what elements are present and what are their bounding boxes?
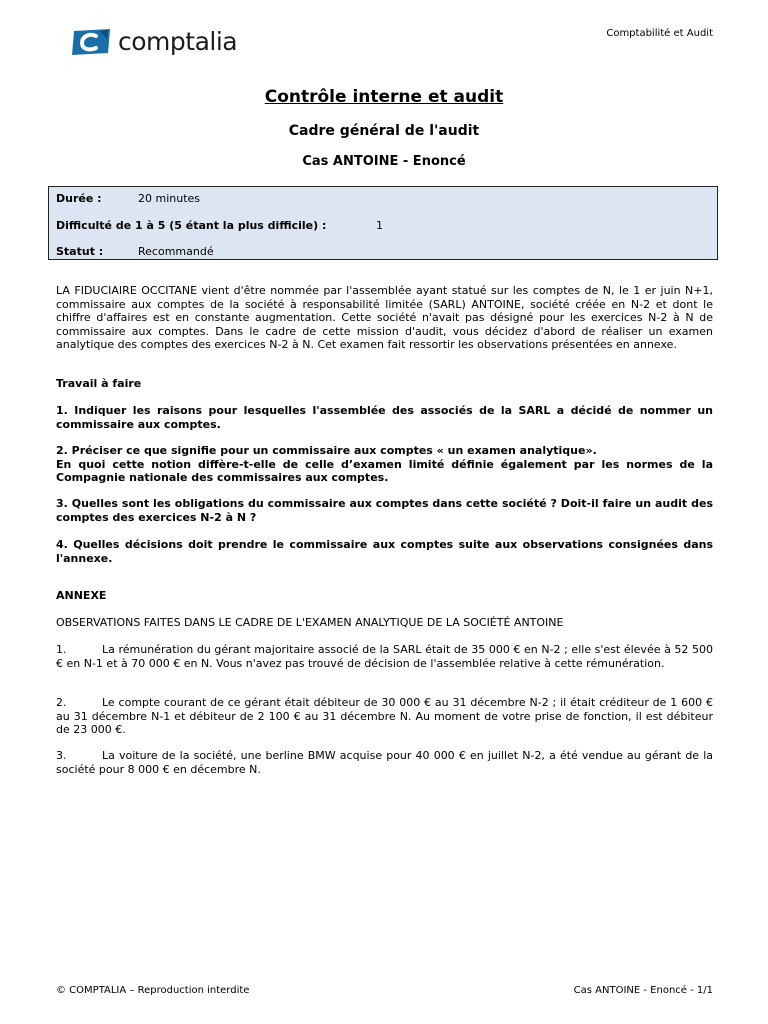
duration-value: 20 minutes xyxy=(138,192,201,205)
question-2-line-1: 2. Préciser ce que signifie pour un commissaire aux comptes « un examen analytique». xyxy=(56,444,597,457)
observation-3 xyxy=(56,749,713,776)
status-value: Recommandé xyxy=(138,245,214,258)
observation-1-number: 1. xyxy=(56,643,67,656)
observation-1-text: La rémunération du gérant majoritaire associé de la SARL était de 35 000 € en N-2 ; elle s'est élevée à 52 500 € en N-1 et à 70 000 € en N. Vous n'avez pas trouvé de décision de l'assemblée relative à cette rémunération. xyxy=(56,643,713,670)
status-label: Statut : xyxy=(56,245,104,258)
question-4: 4. Quelles décisions doit prendre le commissaire aux comptes suite aux observations consignées dans l'annexe. xyxy=(56,538,713,565)
page-title: Contrôle interne et audit xyxy=(264,87,504,107)
difficulty-label: Difficulté de 1 à 5 (5 étant la plus difficile) : xyxy=(56,219,327,232)
question-3: 3. Quelles sont les obligations du commissaire aux comptes dans cette société ? Doit-il faire un audit des comptes des exercices N-2 à N ? xyxy=(56,497,713,524)
comptalia-logo xyxy=(70,27,237,57)
intro-paragraph: LA FIDUCIAIRE OCCITANE vient d'être nommée par l'assemblée ayant statué sur les comptes de N, le 1 er juin N+1, commissaire aux comptes de la société à responsabilité limitée (SARL) ANTOINE, société créée en N-2 et dont le chiffre d'affaires est en constante augmentation. Cette société n'avait pas désigné pour les exercices N-2 à N de commissaire aux comptes. Dans le cadre de cette mission d'audit, vous décidez d'abord de réaliser un examen analytique des comptes des exercices N-2 à N. Cet examen fait ressortir les observations présentées en annexe. xyxy=(56,284,713,352)
exercise-info-box xyxy=(48,186,718,260)
question-2-line-2: En quoi cette notion diffère-t-elle de celle d’examen limité définie également par les normes de la Compagnie nationale des commissaires aux comptes. xyxy=(56,457,713,485)
question-1: 1. Indiquer les raisons pour lesquelles l'assemblée des associés de la SARL a décidé de nommer un commissaire aux comptes. xyxy=(56,404,713,431)
annex-title: OBSERVATIONS FAITES DANS LE CADRE DE L'EXAMEN ANALYTIQUE DE LA SOCIÉTÉ ANTOINE xyxy=(56,616,564,629)
observation-3-number: 3. xyxy=(56,749,67,762)
work-heading: Travail à faire xyxy=(56,377,142,390)
difficulty-value: 1 xyxy=(376,219,383,232)
observation-1 xyxy=(56,643,713,670)
brand-name: comptalia xyxy=(118,26,238,56)
observation-2-number: 2. xyxy=(56,696,67,709)
observation-3-text: La voiture de la société, une berline BMW acquise pour 40 000 € en juillet N-2, a été vendue au gérant de la société pour 8 000 € en décembre N. xyxy=(56,749,713,776)
observation-2-text: Le compte courant de ce gérant était débiteur de 30 000 € au 31 décembre N-2 ; il était créditeur de 1 600 € au 31 décembre N-1 et débiteur de 2 100 € au 31 décembre N. Au moment de votre prise de fonction, il est débiteur de 23 000 €. xyxy=(56,696,713,737)
comptalia-logo-icon xyxy=(70,27,114,57)
case-title: Cas ANTOINE - Enoncé xyxy=(302,154,466,169)
header-section: Comptabilité et Audit xyxy=(606,28,713,39)
annex-heading: ANNEXE xyxy=(56,589,107,602)
page-subtitle: Cadre général de l'audit xyxy=(288,123,480,139)
footer-copyright: © COMPTALIA – Reproduction interdite xyxy=(56,985,250,996)
observation-2 xyxy=(56,696,713,737)
duration-label: Durée : xyxy=(56,192,102,205)
footer-page-info: Cas ANTOINE - Enoncé - 1/1 xyxy=(573,985,713,996)
question-2 xyxy=(56,444,713,485)
